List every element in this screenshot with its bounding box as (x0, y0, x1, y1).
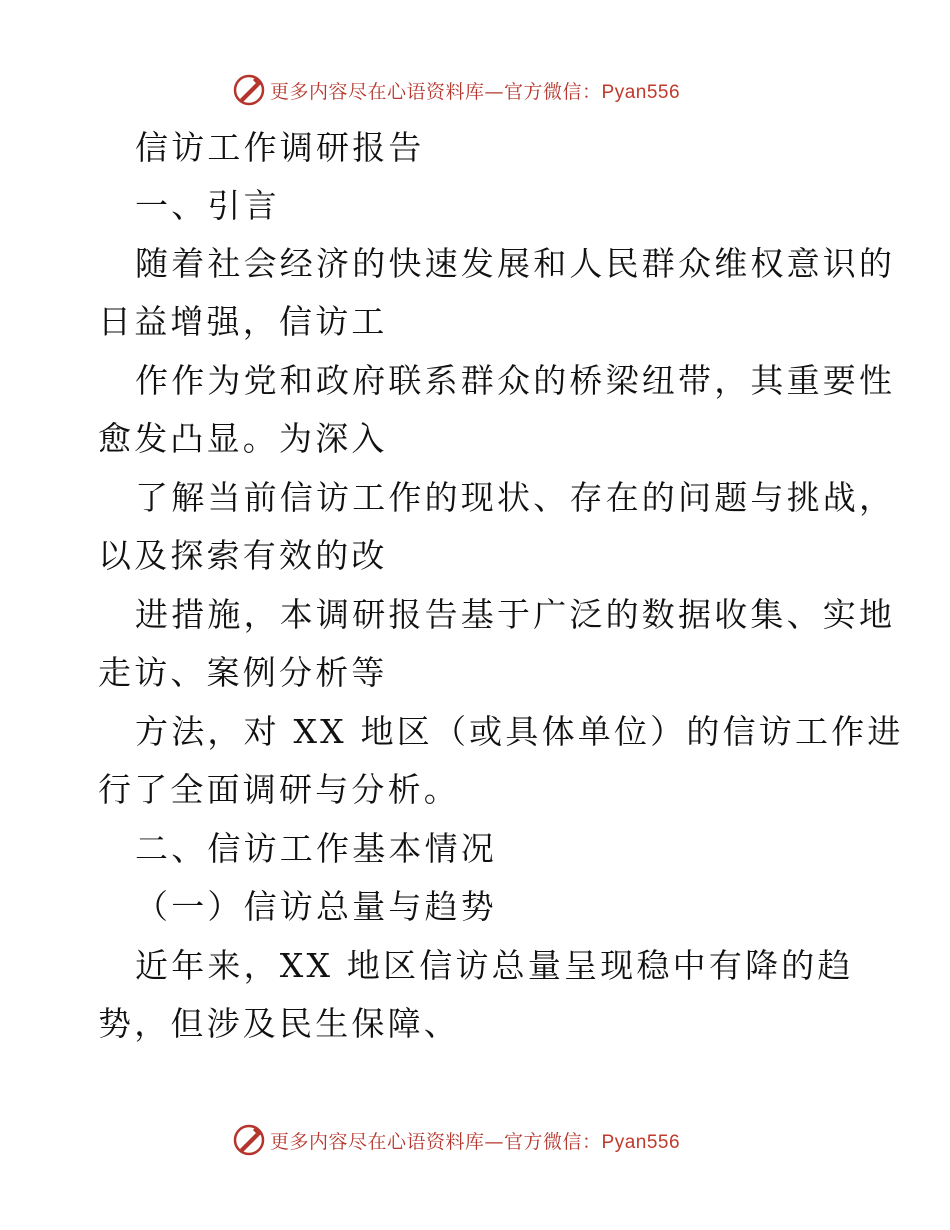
paragraph-line: 走访、案例分析等 (98, 653, 388, 692)
quill-logo-icon (232, 1123, 266, 1157)
paragraph-line: 日益增强，信访工 (98, 302, 388, 341)
paragraph-line: 势，但涉及民生保障、 (98, 1004, 460, 1043)
section-heading: 二、信访工作基本情况 (135, 829, 497, 868)
paragraph-line: 以及探索有效的改 (98, 536, 388, 575)
paragraph-line: 行了全面调研与分析。 (98, 770, 460, 809)
paragraph-line: 方法，对 XX 地区（或具体单位）的信访工作进 (135, 712, 904, 751)
paragraph-line: 随着社会经济的快速发展和人民群众维权意识的 (135, 244, 896, 283)
header-watermark-banner (232, 72, 680, 108)
footer-watermark-banner (232, 1122, 680, 1158)
paragraph-line: 了解当前信访工作的现状、存在的问题与挑战， (135, 478, 896, 517)
paragraph-line: 进措施，本调研报告基于广泛的数据收集、实地 (135, 595, 896, 634)
watermark-text: 更多内容尽在心语资料库—官方微信：Pyan556 (270, 1130, 681, 1153)
subsection-heading: （一）信访总量与趋势 (135, 887, 497, 926)
wechat-id: Pyan556 (601, 1131, 681, 1153)
wechat-id: Pyan556 (601, 81, 681, 103)
section-heading: 一、引言 (135, 186, 280, 225)
quill-logo-icon (232, 73, 266, 107)
watermark-text: 更多内容尽在心语资料库—官方微信：Pyan556 (270, 80, 681, 103)
paragraph-line: 愈发凸显。为深入 (98, 419, 388, 458)
paragraph-line: 作作为党和政府联系群众的桥梁纽带，其重要性 (135, 361, 896, 400)
paragraph-line: 近年来，XX 地区信访总量呈现稳中有降的趋 (135, 946, 854, 985)
document-title: 信访工作调研报告 (135, 128, 425, 167)
